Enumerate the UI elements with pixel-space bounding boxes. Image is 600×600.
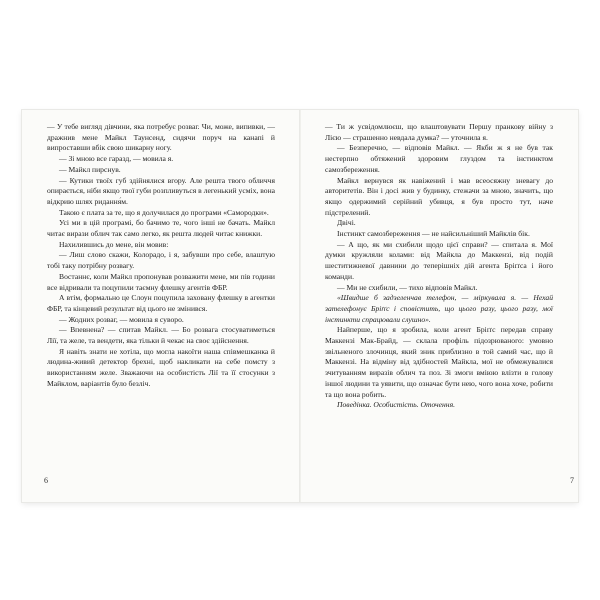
- page-number-right: 7: [570, 476, 574, 485]
- paragraph-italic: Поведінка. Особистість. Оточення.: [337, 400, 456, 410]
- paragraph: — Ти ж усвідомлюєш, що влаштовувати Першу пранкову війну з Лією — страшенно невдала думка? — уточнила я.: [325, 122, 553, 142]
- left-page: [47, 122, 275, 482]
- paragraph: А втім, формально це Слоун поцупила заховану флешку в агентки ФБР, та кінцевий результат від цього не змінився.: [47, 293, 275, 313]
- left-page-text: [47, 122, 275, 390]
- paragraph: — Безперечно, — відповів Майкл. — Якби ж я не був так нестерпно обтяжений здоровим глуздом та інстинктом самозбереження.: [325, 143, 553, 174]
- paragraph: Найперше, що я зробила, коли агент Бріґґс передав справу Маккензі Мак-Брайд, — склала профіль підозрюваного: умовно звільненого злочинця, який зник приблизно в той самий час, що й Маккензі. На відміну від здібностей Майкла, мої не обмежувалися зчитуванням виразів облич та поз. Зі змоги вміюю влізти в голову іншої людини та уявити, що означає бути нею, чого вона хоче, робити та що вона робить.: [325, 325, 553, 399]
- right-page-text: [325, 122, 553, 411]
- paragraph: Востаннє, коли Майкл пропонував розважити мене, ми пів години все відривали та поцупили таємну флешку агентів ФБР.: [47, 271, 275, 292]
- book-spread: [22, 110, 578, 502]
- page-number-left: 6: [44, 476, 48, 485]
- paragraph: — Кутики твоїх губ здійнялися вгору. Але решта твого обличчя опирається, ніби якщо твої губи розпливуться в легенький усміх, вона відкрию шлях ридання́м.: [47, 175, 275, 206]
- paragraph: Нахилившись до мене, він мовив:: [59, 239, 169, 249]
- paragraph: — Майкл пирснув.: [59, 164, 121, 174]
- paragraph: Інстинкт самозбереження — не найсильніший Майклів бік.: [337, 229, 530, 239]
- paragraph: Двічі.: [337, 218, 356, 228]
- paragraph: — Ми не схибили, — тихо відповів Майкл.: [337, 282, 478, 292]
- paragraph: Усі ми в цій програмі, бо бачимо те, чого інші не бачать. Майкл читає вирази облич так само легко, як решта людей читає книжки.: [47, 218, 275, 239]
- paragraph: Такою є плата за те, що я долучилася до програми «Самородки».: [59, 207, 269, 217]
- paragraph: Я навіть знати не хотіла, що могла накоїти наша співмешканка й людина-живий детектор брехні, щоб накликати на себе помсту з використанням желе. Зважаючи на особистість Лії та її стосунки з Майклом, варіантів було безліч.: [47, 346, 275, 388]
- paragraph-italic: «Швидше б задзеленчав телефон, — міркувала я. — Нехай зателефонує Бріґґс і сповістить, що цього разу, цього разу, мої інстинкти спрацювали слушно».: [325, 293, 553, 324]
- paragraph: — Зі мною все гаразд, — мовила я.: [59, 154, 174, 164]
- right-page: [325, 122, 553, 482]
- paragraph: — У тебе вигляд дівчини, яка потребує розваг. Чи, може, випивки, — дражнив мене Майкл Таунсенд, сидячи поруч на канапі й випроставши вбік свою шикарну ногу.: [47, 122, 275, 153]
- paragraph: — А що, як ми схибили щодо цієї справи? — спитала я. Мої думки кружляли колами: від Майкла до Маккензі, від подій шеститижневої давнини до теперішніх дій агента Бріґґса і його команди.: [325, 239, 553, 281]
- paragraph: — Лиш слово скажи, Колорадо, і я, забувши про себе, влаштую тобі таку потрібну розвагу.: [47, 250, 275, 271]
- book-gutter: [299, 110, 301, 502]
- paragraph: — Жодних розваг, — мовила я суворо.: [59, 314, 184, 324]
- paragraph: — Впевнена? — спитав Майкл. — Бо розвага стосуватиметься Лії, та желе, та вендети, яка тільки й чекає на своє здійснення.: [47, 325, 275, 346]
- paragraph: Майкл вернувся як навіжений і мав всеосяжну зневагу до авторитетів. Він і досі жив у будинку, стежачи за мною, значить, що якщо одержимий серійний убивця, я був просто тут, наче підстрелений.: [325, 175, 553, 217]
